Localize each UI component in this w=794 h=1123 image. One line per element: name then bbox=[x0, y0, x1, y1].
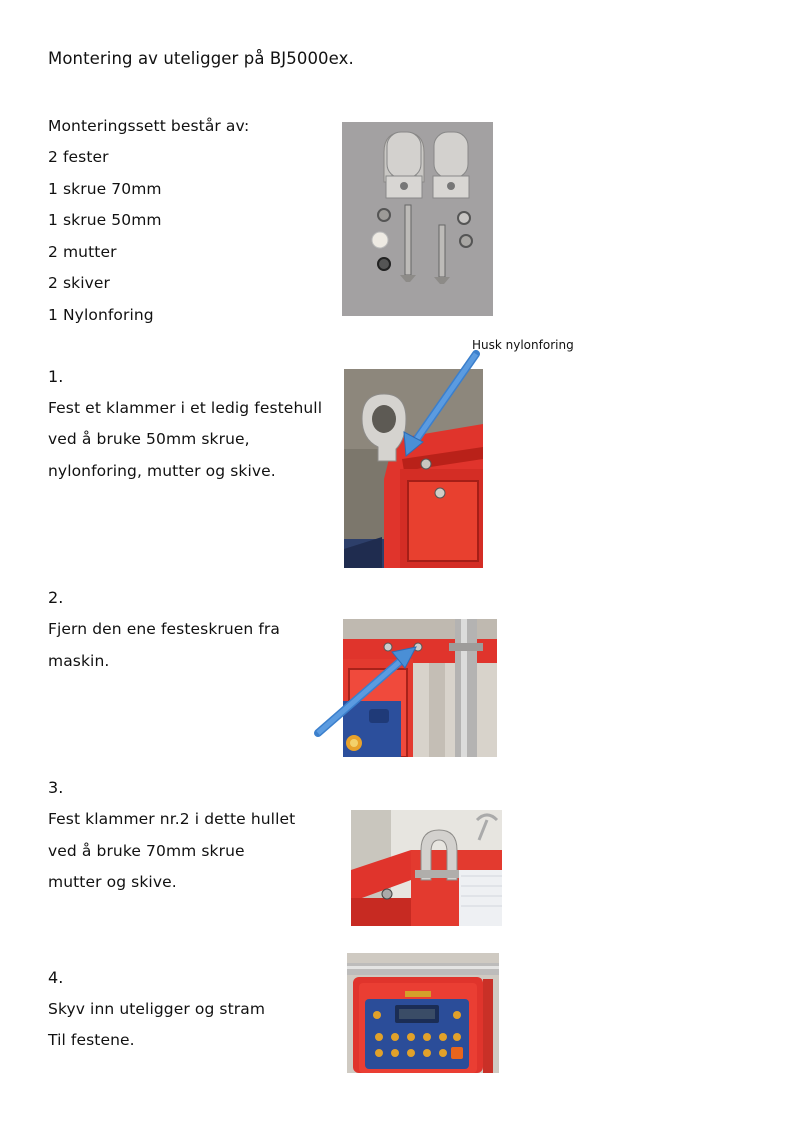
callout-label: Husk nylonforing bbox=[472, 338, 574, 352]
kit-item: 2 fester bbox=[48, 148, 109, 166]
kit-item: 1 skrue 50mm bbox=[48, 211, 162, 229]
step-line: Til festene. bbox=[48, 1031, 135, 1049]
step-line: mutter og skive. bbox=[48, 873, 177, 891]
step-line: Fest et klammer i et ledig festehull bbox=[48, 399, 323, 417]
step-line: maskin. bbox=[48, 652, 110, 670]
step-line: ved å bruke 70mm skrue bbox=[48, 842, 245, 860]
kit-item: 2 mutter bbox=[48, 243, 117, 261]
step-number: 4. bbox=[48, 968, 64, 987]
step-number: 2. bbox=[48, 588, 64, 607]
step-4-photo bbox=[347, 953, 499, 1073]
step-line: Fjern den ene festeskruen fra bbox=[48, 620, 281, 638]
step-line: nylonforing, mutter og skive. bbox=[48, 462, 276, 480]
page-title: Montering av uteligger på BJ5000ex. bbox=[48, 49, 354, 68]
step-number: 3. bbox=[48, 778, 64, 797]
kit-item: 1 Nylonforing bbox=[48, 306, 154, 324]
step-line: ved å bruke 50mm skrue, bbox=[48, 430, 250, 448]
kit-item: 1 skrue 70mm bbox=[48, 180, 162, 198]
kit-heading: Monteringssett består av: bbox=[48, 117, 250, 135]
step-3-photo bbox=[351, 810, 502, 926]
step-line: Fest klammer nr.2 i dette hullet bbox=[48, 810, 296, 828]
step-number: 1. bbox=[48, 367, 64, 386]
step-line: Skyv inn uteligger og stram bbox=[48, 1000, 266, 1018]
kit-item: 2 skiver bbox=[48, 274, 111, 292]
